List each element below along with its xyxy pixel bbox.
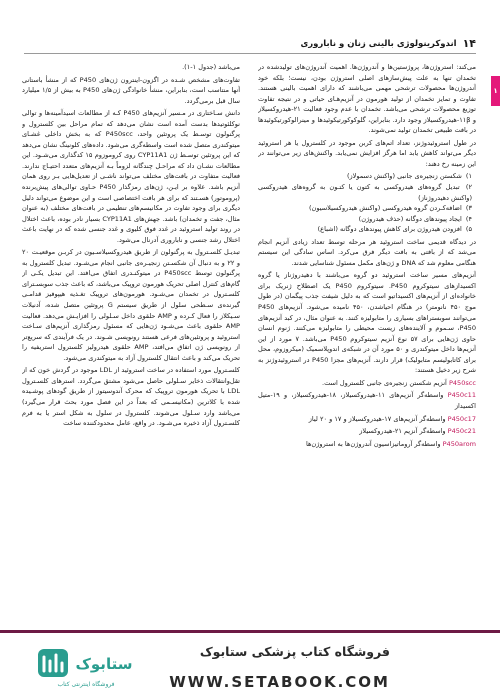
right-column (258, 62, 476, 624)
page-header (24, 34, 476, 54)
enzyme-item: P450c17 واسطه‌گر آنزیم‌های ۱۷-هیدروکسیلاز و ۱۷ و ۲۰ لیاز (308, 414, 476, 423)
enzyme-item: P450c11 واسطه‌گر آنزیم‌های ۱۱-هیدروکسیلاز، ۱۸-هیدروکسیلاز، و ۱۹-متیل اکسیداز (258, 391, 476, 410)
paragraph: می‌کند: استروژن‌ها، پروژستین‌ها و آندروژن‌ها. اهمیت آندروژن‌های تولیدشده در تخمدان تنها به علت پیش‌سازهای اصلی استروژن بودن، نیست؛ بلکه خود آندروژن‌ها محصولات ترشحی مهمی می‌باشند که دارای اهمیت بالینی هستند. تفاوت و تمایز تخمدان از تولید هورمون در آنزیم‌هـای حیاتی و در نتیجه تفاوت توزیع محصولات ترشحی می‌باشد. تخمدان با عدم وجود فعالیت ۲۱-هیدروکسیلاز و ۱۱β-هیدروکسیلاز وجود دارد. بنابراین، گلوکوکورتیکوئیدها و مینرالوکورتیکوئیدها در بافت طبیعی تخمدان تولید نمی‌شوند. (258, 63, 476, 135)
page-number: ۱۴ (462, 37, 476, 50)
paragraph: می‌باشد (جدول ۱-۱). (182, 63, 240, 71)
setabook-logo (34, 643, 134, 691)
chapter-tab: ۱ (491, 76, 500, 106)
paragraph: تبدیـل کلسـترول به پرگنولون از طریق هیدروکسیلاسـیون در کربـن موقعیـت ۲۰ و ۲۲ و به دنبال آن شکسـتن زنجیـره‌ی جانبی انجام می‌شـود. تبدیل کلسترول به پرگنولون توسط P450scc در میتوکنـدری اتفاق می‌افتد. این تبدیل یکـی از گام‌های کنترل اصلی تحریک هورمون تروپیک می‌باشد، که باعث جذب سوبسـترای کلسـترول در تخمدان می‌شـود. هورمون‌های تروپیک تغـذیه هیپوفیز قدامـی گیرنده‌ی سـطحی سلول از طریق سیستم G پروتئین متصل شده، آدنیلات سـیکلاز را فعال کـرده و AMP حلقوی داخل سـلولی را افزایـش می‌دهد. فعالیت AMP حلقوی باعث می‌شـود ژن‌هایی که مسئول رمزگذاری آنزیم‌های سـاخت استروئید و پروتئین‌های فرعی هستند رونویسی شـوند. در یک فرآیندی که سریع‌تر از رونویسی ژن اتفاق می‌افتد، AMP حلقوی هیدرولیز کلسترول استریفیه را تحریک می‌کند و باعث انتقال کلسترول آزاد به میتوکندری می‌شود. (22, 248, 240, 362)
list-item: ۳) اضافه‌کـردن گروه هیدروکسی (واکنش هیدروکسیلاسیون) (308, 204, 472, 213)
paragraph: دانش سـاختاری در مـسیر آنزیم‌های P450 کـه از مطالعات اسیدآمینه‌ها و توالی نوکلئوتیدها بدست آمده است نشان می‌دهد که تمام مراحل بین کلسترول و پرگنولون توسـط یک پروتئین واحد، P450scc که به بخش داخلی غشـای میتوکندری متصل شده است واسطه‌گری می‌شود. داده‌های کلونینگ نشان می‌دهد که این پروتئین توسـط ژن CYP11A1 روی کروموزوم ۱۵ کدگذاری می‌شـود. این مطالعات نشـان داد که مراحـل چندگانه لزوماً بـه آنزیم‌های متعدد احتیـاج ندارند. فعالیت متفاوت در بافت‌های مختلف می‌تواند ناشـی از تعدیل‌هایی بـر روی همان آنزیم باشد. علاوه بر ایـن، ژن‌های رمزگذار P450 حـاوی توالی‌های پیش‌برنده (پروموتور) هسـتند که برای هر بافت اختصاصی است و این موضوع می‌تواند دلیل دیگری برای وجود تفاوت در مکانیسم‌های تنظیمی در بافت‌های مختلف (به عنوان مثال، جفت و تخمدان) باشد. جهش‌های CYP11A1 بسیار نادر بوده، باعث اختلال در روند تولید استروئید در غدد فوق کلیوی و غدد جنسی شده که در نهایت باعث اختلال رشد جنسی و ناباروری آدرنال می‌شود. (22, 109, 240, 244)
shop-url[interactable]: WWW.SETABOOK.COM (169, 673, 390, 691)
list-item: ۵) افزودن هیدروژن برای کاهش پیوندهای دوگانه (اشباع) (317, 225, 472, 234)
enzyme-item: P450arom واسطه‌گر آروماتیزاسیون آندروژن‌ها به استروژن‌ها (305, 439, 476, 448)
running-title: اندوکرینولوژی بالینی زنان و ناباروری (300, 38, 457, 49)
paragraph: کلسـترول مورد استفاده در ساخت استروئید از LDL موجود در گردش خون که از تقل‌وانتقالات ذخایر سـلولی حاصل می‌شود مشتق می‌گردد. استرهای کلسـترول LDL با تحریک هورمون تروپیک که محرک آندوسیتوز از طریق گودهای پوشـیده شده با کلاترین (مکانیسـمی که بعداً در این فصل مورد بحث قرار می‌گیرد) می‌باشد وارد سـلول می‌شوند. کلسترول در سلول به شکل استر یا به فرم کلسـترول آزاد ذخیره می‌شـود. در واقع، عامل محدودکننده ساخت (22, 366, 240, 428)
paragraph: در دیدگاه قدیمی ساخت استروئید هر مرحله توسط تعداد زیادی آنزیم انجام می‌شد که از بافتی به بافت دیگر فرق می‌کرد. اساس سادگی این سیستم هنگامی معلوم شد که DNA و ژن‌های مکمل مسئول شناسایی شدند. (258, 237, 476, 267)
paragraph: تفاوت‌های مشخص شـده در اگزون-اینترون ژن‌های P450 که از منشأ باستانی آنها منتاسب است، بنابراین، منشأ خانوادگی ژن‌های P450 به بیش از ۱/۵ میلیارد سال قبل برمی‌گردد. (22, 75, 240, 105)
left-column (22, 62, 240, 624)
list-item: ۴) ایجاد پیوندهای دوگانه (حذف هیدروژن) (358, 214, 472, 223)
logo-text: ستابوک (75, 655, 133, 673)
paragraph: در طول استروئیدوژنز، تعداد اتم‌های کربن موجود در کلسترول یا هر استروئید دیگر می‌تواند کاهش یابد اما هرگز افزایش نمی‌یابد. واکنش‌های زیر می‌توانند در این زمینه رخ دهند: (258, 138, 476, 168)
text-columns (22, 62, 476, 624)
shop-name: فروشگاه کتاب پزشکی ستابوک (199, 644, 390, 659)
list-item: ۱) شکستن زنجیره‌ی جانبی (واکنش دسمولاز) (346, 172, 472, 181)
list-item: ۲) تبدیل گروه‌های هیدروکسی به کتون یا کتـون به گروه‌های هیدروکسی (واکنش دهیدروژناز) (258, 183, 472, 202)
enzyme-item: P450c21 واسطه‌گر آنزیم ۲۱-هیدروکسیلاز (359, 427, 476, 436)
paragraph: آنزیم‌های مسیر ساخت استروئید دو گروه می‌باشند با دهیدروژناز یا گروه اکسیدازهای سیتوکروم P450. سیتوکروم P450 یک اصطلاح ژنریک برای خانواده‌ای از آنزیم‌های اکسیداتیو است که به دلیل شیفت جذب پیگمان (در طول موج ۴۵۰ نانومتر) در هنگام احیاشدن، ۴۵۰ نامیده می‌شود. آنزیم‌های P450 می‌توانند سوبستراهای بسیاری را متابولیزه کنند. به عنوان مثال، در کبد آنزیم‌های P450، سـموم و آلاینده‌های زیست محیطی را متابولیزه می‌کنند. ژنوم انسان حاوی ژن‌هایی برای ۵۷ نوع آنزیم سیتوکروم P450 می‌باشد. ۷ مورد از این آنزیم‌ها داخل میتوکندری و ۵۰ مورد آن در شبکه‌ی اندوپلاسمیک (میکروزوم، محل برای کاتابولیسم متابولیک) قرار دارند. آنزیم‌های مجزا P450 در استروئیدوژنز به شرح زیر دخیل هستند: (258, 271, 476, 375)
page-footer (0, 630, 500, 700)
enzyme-item: P450scc آنزیم شکستن زنجیره‌ی جانبی کلسترول است. (322, 378, 476, 387)
reaction-list (258, 171, 476, 234)
logo-subtitle: فروشگاه اینترنتی کتاب (57, 681, 115, 688)
